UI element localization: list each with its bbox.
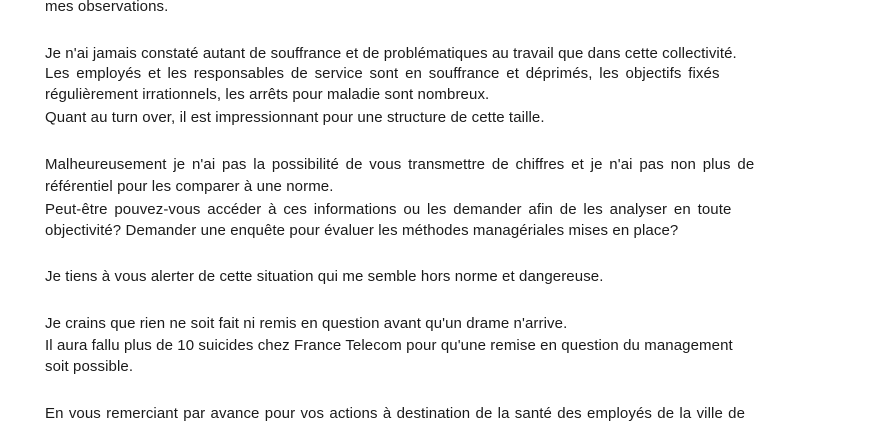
paragraph-2-line-1: Malheureusement je n'ai pas la possibilité de vous transmettre de chiffres et je n'ai pas non plus de [45, 156, 755, 173]
paragraph-1-line-2: Les employés et les responsables de service sont en souffrance et déprimés, les objectifs fixés [45, 65, 720, 82]
paragraph-2-line-4: objectivité? Demander une enquête pour évaluer les méthodes managériales mises en place? [45, 222, 679, 239]
paragraph-3-line-1: Je tiens à vous alerter de cette situation qui me semble hors norme et dangereuse. [45, 268, 604, 285]
paragraph-2-line-2: référentiel pour les comparer à une norme. [45, 178, 334, 195]
paragraph-4-line-1: Je crains que rien ne soit fait ni remis en question avant qu'un drame n'arrive. [45, 315, 568, 332]
paragraph-1-line-3: régulièrement irrationnels, les arrêts pour maladie sont nombreux. [45, 86, 490, 103]
top-fragment-line: mes observations. [45, 0, 169, 15]
paragraph-4-line-3: soit possible. [45, 358, 134, 375]
paragraph-5-line-1: En vous remerciant par avance pour vos actions à destination de la santé des employés de la ville de [45, 405, 746, 422]
paragraph-1-line-4: Quant au turn over, il est impressionnant pour une structure de cette taille. [45, 109, 545, 126]
paragraph-1-line-1: Je n'ai jamais constaté autant de souffrance et de problématiques au travail que dans cette collectivité. [45, 45, 737, 62]
paragraph-2-line-3: Peut-être pouvez-vous accéder à ces informations ou les demander afin de les analyser en toute [45, 201, 732, 218]
paragraph-4-line-2: Il aura fallu plus de 10 suicides chez France Telecom pour qu'une remise en question du management [45, 337, 733, 354]
